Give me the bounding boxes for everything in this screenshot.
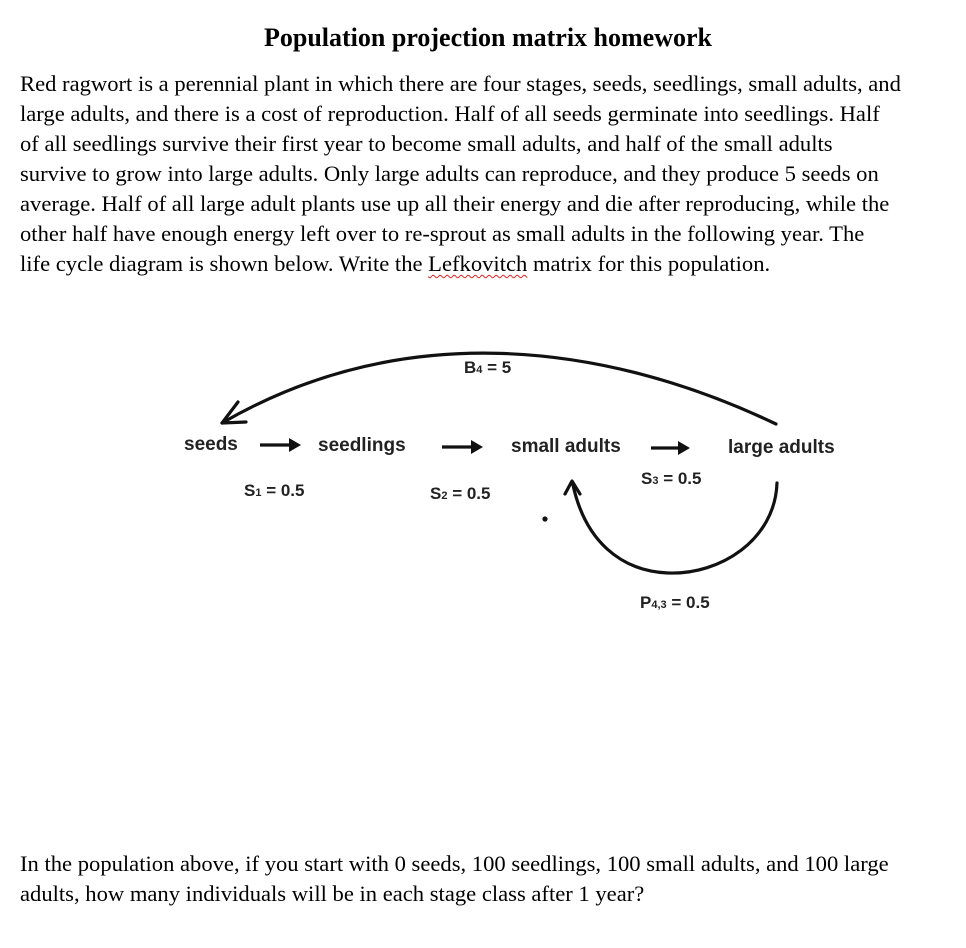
paragraph-line: other half have enough energy left over to re-sprout as small adults in the following year. The	[20, 221, 865, 246]
arrow-seedlings-to-small-adults	[442, 440, 483, 454]
paragraph-line: Red ragwort is a perennial plant in which there are four stages, seeds, seedlings, small adults, and	[20, 71, 901, 96]
param-s3: S3 = 0.5	[641, 469, 702, 488]
arrow-small-to-large-adults	[651, 441, 690, 455]
paragraph-line: adults, how many individuals will be in each stage class after 1 year?	[20, 881, 645, 906]
arrow-seeds-to-seedlings	[260, 438, 301, 452]
param-s2: S2 = 0.5	[430, 484, 491, 503]
paragraph-line: large adults, and there is a cost of reproduction. Half of all seeds germinate into seedlings. Half	[20, 101, 880, 126]
misspelled-word[interactable]: Lefkovitch	[428, 251, 528, 276]
stage-small-adults: small adults	[511, 436, 621, 457]
param-b4: B4 = 5	[464, 358, 512, 377]
stray-dot	[542, 516, 547, 521]
page-title: Population projection matrix homework	[264, 23, 712, 53]
stage-large-adults: large adults	[728, 437, 835, 458]
paragraph-line: survive to grow into large adults. Only large adults can reproduce, and they produce 5 seeds on	[20, 161, 879, 186]
retrogression-loop	[573, 483, 777, 573]
line-text-after: matrix for this population.	[527, 251, 771, 276]
paragraph-line: In the population above, if you start with 0 seeds, 100 seedlings, 100 small adults, and 100 large	[20, 851, 889, 876]
paragraph-line: average. Half of all large adult plants use up all their energy and die after reproducing, while the	[20, 191, 890, 216]
param-p43: P4,3 = 0.5	[640, 593, 710, 612]
question-paragraph	[20, 849, 960, 909]
paragraph-line: of all seedlings survive their first year to become small adults, and half of the small adults	[20, 131, 833, 156]
param-s1: S1 = 0.5	[244, 481, 305, 500]
stage-seedlings: seedlings	[318, 435, 406, 456]
stage-seeds: seeds	[184, 434, 238, 455]
line-text-before: life cycle diagram is shown below. Write the	[20, 251, 429, 276]
